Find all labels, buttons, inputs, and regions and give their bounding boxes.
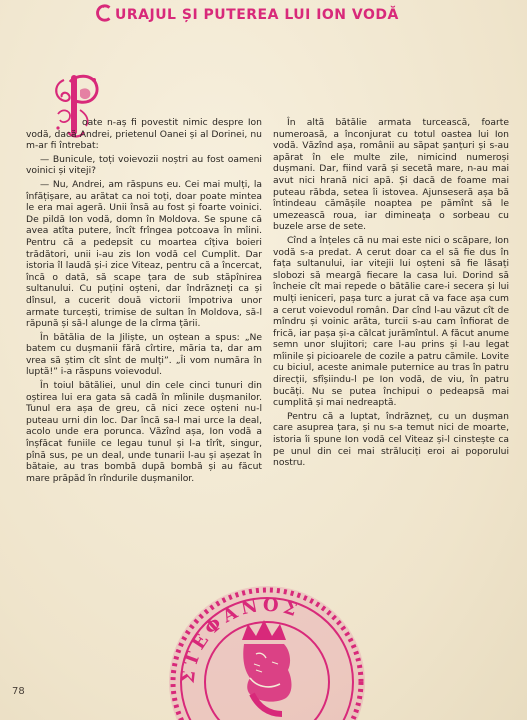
coin-inscription: ΣΤΕΦΑΝΟΣ	[177, 594, 304, 685]
paragraph: În altă bătălie armata turcească, foarte numeroasă, a înconjurat cu totul oastea lui Ion vodă. Văzînd așa, românii au săpat șanțuri și s-au apărat în ele multe zile, nimicind numeroși dușmani. Dar, fiind vară și secetă mare, n-au mai avut nici hrană nici apă. Și dacă de foame mai puteau răbda, setea îi istovea. Ajunseseră așa bă întindeau cămășile noaptea pe pămînt să le umezească roua, iar dimineața o sorbeau cu buzele arse de sete.	[273, 117, 509, 233]
paragraph: oate n-aș fi povestit nimic despre Ion vodă, dacă Andrei, prietenul Oanei și al Dorinei, nu m-ar fi întrebat:	[26, 117, 262, 152]
paragraph: Pentru că a luptat, îndrăzneț, cu un dușman care asuprea țara, și nu s-a temut nici de moarte, istoria îi spune Ion vodă cel Viteaz și-l cinstește ca pe unul din cei mai străluciți eroi ai poporului nostru.	[273, 410, 509, 469]
paragraph: În bătălia de la Jiliște, un oștean a spus: „Ne batem cu dușmanii fără cîrtire, măria ta, dar am vrea să știm cît sînt de mulți”. „Îi vom număra în luptă!” i-a răspuns voievodul.	[26, 331, 262, 378]
coin-illustration	[164, 574, 370, 720]
chapter-title	[96, 4, 436, 23]
paragraph: În toiul bătăliei, unul din cele cinci tunuri din oștirea lui era gata să cadă în mîinile dușmanilor. Tunul era așa de greu, că nici zece oșteni nu-l puteau urni din loc. Dar încă sa-l mai urce la deal, acolo unde era porunca. Văzînd așa, Ion vodă a înșfăcat funiile ce legau tunul și l-a tîrît, singur, pînă sus, pe un deal, unde tunarii l-au și așezat în bătaie, au tras bombă după bombă și au făcut mare prăpăd în rîndurile dușmanilor.	[26, 380, 262, 484]
paragraph: Cînd a înțeles că nu mai este nici o scăpare, Ion vodă s-a predat. A cerut doar ca el să fie dus în fața sultanului, iar vitejii lui oșteni să fie lăsați slobozi să meargă fiecare la casa lui. Dorind să încheie cît mai repede o bătălie care-i secera și lui mulți ieniceri, pașa turc a jurat că va face așa cum a cerut voievodul român. Dar cînd l-au văzut cît de mîndru și voinic arăta, turcii s-au cam înfiorat de frică, iar pașa și-a călcat jurămîntul. A făcut anume semn unor slujitori; care l-au prins și l-au legat mîinile și picioarele de cozile a patru cămile. Lovite cu biciul, aceste animale puternice au tras în patru direcții, sfîșiindu-l pe Ion vodă, de viu, în patru bucăți. Nu se putea închipui o pedeapsă mai cumplită și mai nedreaptă.	[273, 234, 509, 409]
title-initial-c	[96, 4, 114, 22]
left-text-column	[26, 117, 262, 486]
chapter-title-text: URAJUL ȘI PUTEREA LUI ION VODĂ	[115, 7, 399, 23]
paragraph: — Nu, Andrei, am răspuns eu. Cei mai mulți, la înfățișare, au arătat ca noi toți, doar poate mintea le era mai ageră. Unii însă au fost și foarte voinici. De pildă Ion vodă, domn în Moldova. Se spune că avea atîta putere, încît frîngea potcoava în mîini. Pentru că a pedepsit cu moartea cîțiva boieri trădători, unii i-au zis Ion vodă cel Cumplit. Dar istoria îl laudă și-i zice Viteaz, pentru că a încercat, încă o dată, să scape țara de sub stăpînirea sultanului. Cu puțini oșteni, dar îndrăzneți ca și dînsul, a cucerit două victorii împotriva unor armate turcești, trimise de sultan în Moldova, să-l răpună și să-l alunge de la cîrma țării.	[26, 178, 262, 330]
right-text-column	[273, 117, 509, 471]
page-number: 78	[12, 686, 25, 697]
paragraph: — Bunicule, toți voievozii noștri au fost oameni voinici și viteji?	[26, 153, 262, 177]
